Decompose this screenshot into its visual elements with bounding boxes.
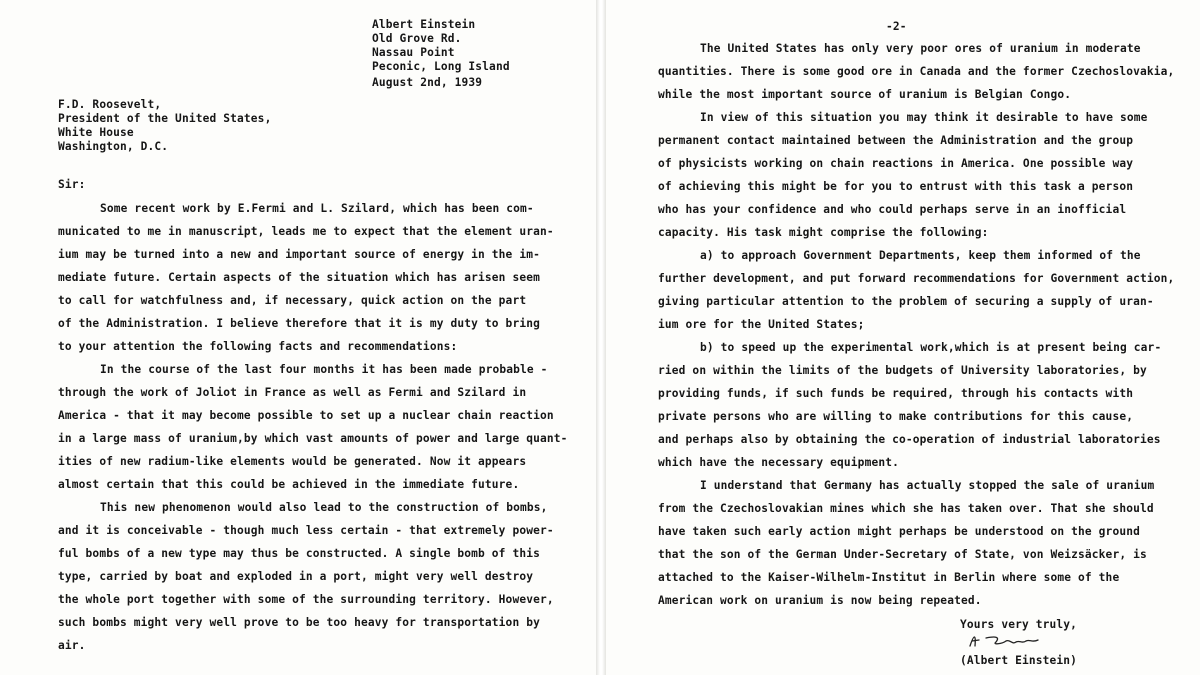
body-line: b) to speed up the experimental work,which is at present being car-	[700, 341, 1162, 354]
body-line: mediate future. Certain aspects of the situation which has arisen seem	[58, 271, 540, 284]
body-line: to your attention the following facts and recommendations:	[58, 340, 458, 353]
body-line: Some recent work by E.Fermi and L. Szilard, which has been com-	[100, 202, 534, 215]
body-line: ities of new radium-like elements would be generated. Now it appears	[58, 455, 527, 468]
body-line: who has your confidence and who could perhaps serve in an inofficial	[658, 203, 1127, 216]
body-line: private persons who are willing to make contributions for this cause,	[658, 410, 1134, 423]
body-line: The United States has only very poor ores of uranium in moderate	[700, 42, 1141, 55]
closing: Yours very truly,	[960, 618, 1078, 631]
body-line: air.	[58, 639, 86, 652]
body-line: American work on uranium is now being repeated.	[658, 594, 982, 607]
body-line: ful bombs of a new type may thus be constructed. A single bomb of this	[58, 547, 540, 560]
handwritten-signature	[966, 632, 1040, 650]
body-line: America - that it may become possible to set up a nuclear chain reaction	[58, 409, 554, 422]
body-line: ium ore for the United States;	[658, 318, 865, 331]
page-gutter	[596, 0, 606, 675]
recipient-name: F.D. Roosevelt,	[58, 98, 162, 111]
letter-page-1	[0, 0, 596, 675]
body-line: attached to the Kaiser-Wilhelm-Institut in Berlin where some of the	[658, 571, 1120, 584]
body-line: municated to me in manuscript, leads me to expect that the element uran-	[58, 225, 554, 238]
body-line: In the course of the last four months it has been made probable -	[100, 363, 548, 376]
recipient-city: Washington, D.C.	[58, 140, 169, 153]
sender-address-line: Old Grove Rd.	[372, 32, 462, 45]
body-line: This new phenomenon would also lead to the construction of bombs,	[100, 501, 548, 514]
body-line: have taken such early action might perhaps be understood on the ground	[658, 525, 1140, 538]
body-line: which have the necessary equipment.	[658, 456, 899, 469]
recipient-title: President of the United States,	[58, 112, 272, 125]
body-line: through the work of Joliot in France as well as Fermi and Szilard in	[58, 386, 527, 399]
body-line: and it is conceivable - though much less certain - that extremely power-	[58, 524, 554, 537]
body-line: of the Administration. I believe therefore that it is my duty to bring	[58, 317, 540, 330]
body-line: ried on within the limits of the budgets of University laboratories, by	[658, 364, 1147, 377]
letter-date: August 2nd, 1939	[372, 76, 483, 89]
page-number: -2-	[886, 20, 907, 33]
sender-address-line: Peconic, Long Island	[372, 60, 510, 73]
sender-name: Albert Einstein	[372, 18, 476, 31]
body-line: quantities. There is some good ore in Canada and the former Czechoslovakia,	[658, 65, 1175, 78]
body-line: the whole port together with some of the surrounding territory. However,	[58, 593, 554, 606]
body-line: ium may be turned into a new and important source of energy in the im-	[58, 248, 540, 261]
body-line: In view of this situation you may think it desirable to have some	[700, 111, 1148, 124]
body-line: capacity. His task might comprise the following:	[658, 226, 989, 239]
body-line: and perhaps also by obtaining the co-operation of industrial laboratories	[658, 433, 1161, 446]
body-line: almost certain that this could be achieved in the immediate future.	[58, 478, 520, 491]
body-line: a) to approach Government Departments, keep them informed of the	[700, 249, 1141, 262]
body-line: that the son of the German Under-Secretary of State, von Weizsäcker, is	[658, 548, 1147, 561]
body-line: such bombs might very well prove to be too heavy for transportation by	[58, 616, 540, 629]
typed-signature-name: (Albert Einstein)	[960, 654, 1078, 667]
body-line: of physicists working on chain reactions in America. One possible way	[658, 157, 1134, 170]
body-line: further development, and put forward recommendations for Government action,	[658, 272, 1175, 285]
recipient-org: White House	[58, 126, 134, 139]
sender-address-line: Nassau Point	[372, 46, 455, 59]
body-line: giving particular attention to the problem of securing a supply of uran-	[658, 295, 1154, 308]
body-line: of achieving this might be for you to entrust with this task a person	[658, 180, 1134, 193]
body-line: providing funds, if such funds be required, through his contacts with	[658, 387, 1134, 400]
body-line: while the most important source of uranium is Belgian Congo.	[658, 88, 1072, 101]
body-line: I understand that Germany has actually stopped the sale of uranium	[700, 479, 1155, 492]
body-line: in a large mass of uranium,by which vast amounts of power and large quant-	[58, 432, 568, 445]
salutation: Sir:	[58, 178, 86, 191]
letter-page-2	[606, 0, 1200, 675]
body-line: type, carried by boat and exploded in a port, might very well destroy	[58, 570, 534, 583]
body-line: from the Czechoslovakian mines which she has taken over. That she should	[658, 502, 1154, 515]
body-line: permanent contact maintained between the Administration and the group	[658, 134, 1134, 147]
body-line: to call for watchfulness and, if necessary, quick action on the part	[58, 294, 527, 307]
